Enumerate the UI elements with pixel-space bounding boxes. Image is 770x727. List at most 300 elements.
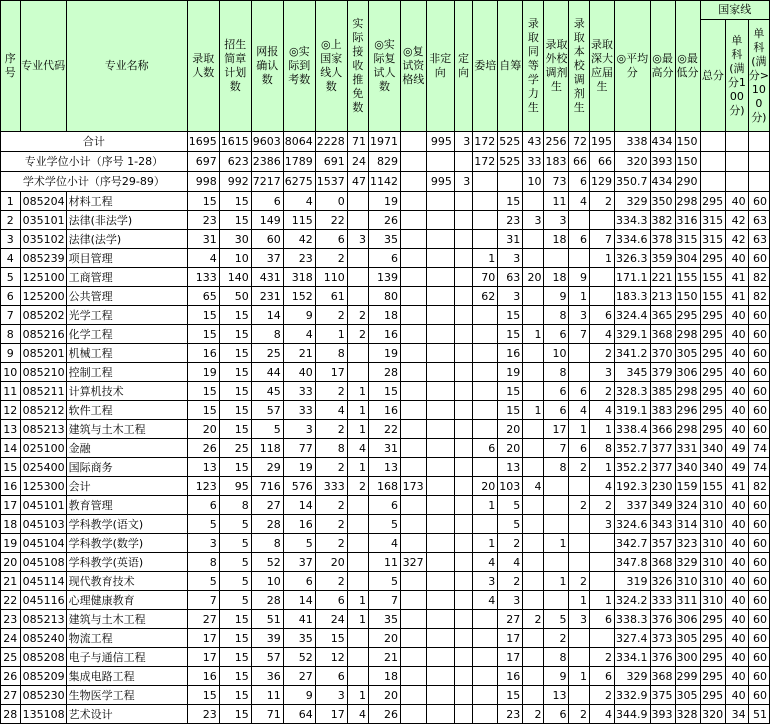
cell-admitted: 15 [187, 325, 219, 344]
cell-avg: 342.7 [615, 534, 651, 553]
cell-adjust-out: 7 [544, 439, 569, 458]
summary-cell-adjust-out: 256 [544, 132, 569, 152]
cell-equiv [523, 420, 544, 439]
cell-admitted: 16 [187, 344, 219, 363]
cell-adjust-in: 2 [569, 496, 590, 515]
cell-adjust-in [569, 477, 590, 496]
cell-adjust-out: 8 [544, 458, 569, 477]
cell-admitted: 17 [187, 648, 219, 667]
summary-empty-cell [700, 152, 726, 172]
cell-fresh: 4 [590, 325, 615, 344]
cell-online: 60 [251, 230, 283, 249]
cell-min: 304 [675, 249, 700, 268]
cell-plan: 15 [219, 363, 251, 382]
cell-adjust-in [569, 515, 590, 534]
cell-nat-single-gt100: 60 [748, 553, 769, 572]
cell-nat-total: 295 [700, 363, 726, 382]
cell-avg: 324.6 [615, 515, 651, 534]
cell-nat-single100: 40 [726, 363, 749, 382]
cell-selffunded: 2 [498, 534, 523, 553]
cell-nat-total: 315 [700, 211, 726, 230]
cell-code: 045103 [20, 515, 66, 534]
summary-empty-cell [700, 132, 726, 152]
summary-cell-max: 393 [650, 152, 675, 172]
summary-cell-online: 9603 [251, 132, 283, 152]
table-row [1, 268, 770, 287]
cell-min: 298 [675, 382, 700, 401]
cell-seq: 15 [1, 458, 21, 477]
cell-name: 材料工程 [66, 192, 187, 211]
cell-exempt [347, 192, 368, 211]
cell-avg: 329 [615, 667, 651, 686]
summary-cell-equiv: 43 [523, 132, 544, 152]
cell-avg: 183.3 [615, 287, 651, 306]
cell-admitted: 5 [187, 515, 219, 534]
cell-nat-single100: 40 [726, 401, 749, 420]
cell-nat-total: 320 [700, 705, 726, 724]
cell-fresh: 1 [590, 249, 615, 268]
cell-adjust-in [569, 553, 590, 572]
cell-present: 9 [283, 306, 315, 325]
cell-qualify [401, 306, 427, 325]
cell-code: 085230 [20, 686, 66, 705]
cell-fresh: 3 [590, 363, 615, 382]
cell-avg: 345 [615, 363, 651, 382]
cell-national-line: 61 [315, 287, 347, 306]
cell-seq: 16 [1, 477, 21, 496]
cell-plan: 95 [219, 477, 251, 496]
cell-national-line: 12 [315, 648, 347, 667]
header-qualify: ◎复试资格线 [401, 1, 427, 132]
cell-national-line: 8 [315, 344, 347, 363]
cell-exempt: 1 [347, 420, 368, 439]
cell-seq: 1 [1, 192, 21, 211]
cell-present: 16 [283, 515, 315, 534]
cell-retest: 19 [369, 192, 401, 211]
cell-avg: 352.7 [615, 439, 651, 458]
table-row [1, 648, 770, 667]
cell-plan: 15 [219, 705, 251, 724]
cell-nat-single100: 40 [726, 496, 749, 515]
cell-min: 155 [675, 268, 700, 287]
cell-retest: 26 [369, 211, 401, 230]
cell-fresh: 8 [590, 439, 615, 458]
cell-seq: 25 [1, 648, 21, 667]
cell-directed [454, 306, 472, 325]
cell-commissioned [473, 686, 498, 705]
cell-national-line: 6 [315, 667, 347, 686]
cell-min: 323 [675, 534, 700, 553]
cell-selffunded: 3 [498, 591, 523, 610]
cell-avg: 192.3 [615, 477, 651, 496]
header-adjust-out: 录取外校调剂生 [544, 1, 569, 132]
cell-exempt [347, 629, 368, 648]
cell-seq: 17 [1, 496, 21, 515]
cell-qualify [401, 705, 427, 724]
cell-seq: 7 [1, 306, 21, 325]
cell-seq: 13 [1, 420, 21, 439]
cell-nat-single-gt100: 82 [748, 477, 769, 496]
header-seq: 序号 [1, 1, 21, 132]
cell-nondirected [426, 401, 454, 420]
cell-adjust-in: 2 [569, 572, 590, 591]
cell-plan: 30 [219, 230, 251, 249]
cell-name: 电子与通信工程 [66, 648, 187, 667]
cell-nat-total: 295 [700, 610, 726, 629]
cell-exempt [347, 249, 368, 268]
cell-code: 045116 [20, 591, 66, 610]
cell-nondirected [426, 686, 454, 705]
cell-adjust-out: 10 [544, 344, 569, 363]
cell-retest: 16 [369, 325, 401, 344]
cell-plan: 50 [219, 287, 251, 306]
cell-equiv: 1 [523, 401, 544, 420]
cell-max: 368 [650, 553, 675, 572]
cell-min: 305 [675, 686, 700, 705]
cell-admitted: 123 [187, 477, 219, 496]
cell-avg: 341.2 [615, 344, 651, 363]
summary-cell-exempt: 71 [347, 132, 368, 152]
cell-avg: 324.4 [615, 306, 651, 325]
cell-selffunded: 23 [498, 211, 523, 230]
cell-equiv [523, 534, 544, 553]
cell-nat-total: 155 [700, 287, 726, 306]
cell-min: 331 [675, 439, 700, 458]
cell-present: 40 [283, 363, 315, 382]
cell-code: 085213 [20, 610, 66, 629]
cell-name: 学科教学(英语) [66, 553, 187, 572]
cell-min: 298 [675, 192, 700, 211]
cell-name: 心理健康教育 [66, 591, 187, 610]
cell-plan: 8 [219, 496, 251, 515]
cell-plan: 5 [219, 515, 251, 534]
cell-nat-total: 310 [700, 515, 726, 534]
summary-cell-fresh: 195 [590, 132, 615, 152]
cell-max: 359 [650, 249, 675, 268]
summary-cell-avg: 350.7 [615, 172, 651, 192]
table-row [1, 515, 770, 534]
summary-cell-plan: 992 [219, 172, 251, 192]
cell-max: 373 [650, 629, 675, 648]
cell-directed [454, 458, 472, 477]
cell-name: 项目管理 [66, 249, 187, 268]
cell-national-line: 3 [315, 686, 347, 705]
cell-plan: 15 [219, 686, 251, 705]
cell-exempt: 3 [347, 230, 368, 249]
cell-selffunded: 15 [498, 325, 523, 344]
cell-present: 318 [283, 268, 315, 287]
cell-present: 115 [283, 211, 315, 230]
cell-adjust-out: 3 [544, 211, 569, 230]
cell-commissioned [473, 211, 498, 230]
cell-seq: 19 [1, 534, 21, 553]
cell-max: 385 [650, 382, 675, 401]
cell-present: 4 [283, 192, 315, 211]
cell-directed [454, 591, 472, 610]
cell-online: 25 [251, 344, 283, 363]
cell-max: 383 [650, 401, 675, 420]
cell-fresh: 4 [590, 705, 615, 724]
cell-avg: 171.1 [615, 268, 651, 287]
cell-avg: 326.3 [615, 249, 651, 268]
cell-national-line: 6 [315, 230, 347, 249]
cell-seq: 24 [1, 629, 21, 648]
cell-code: 025400 [20, 458, 66, 477]
cell-present: 52 [283, 648, 315, 667]
cell-directed [454, 268, 472, 287]
cell-code: 025100 [20, 439, 66, 458]
cell-equiv [523, 363, 544, 382]
cell-min: 305 [675, 344, 700, 363]
cell-seq: 22 [1, 591, 21, 610]
summary-cell-fresh: 129 [590, 172, 615, 192]
cell-adjust-in [569, 363, 590, 382]
cell-avg: 327.4 [615, 629, 651, 648]
cell-fresh: 1 [590, 420, 615, 439]
cell-nondirected [426, 629, 454, 648]
cell-online: 8 [251, 534, 283, 553]
cell-nat-total: 295 [700, 192, 726, 211]
cell-commissioned [473, 192, 498, 211]
cell-selffunded: 2 [498, 572, 523, 591]
cell-adjust-in [569, 629, 590, 648]
cell-nat-single100: 40 [726, 344, 749, 363]
cell-commissioned [473, 648, 498, 667]
cell-adjust-in [569, 648, 590, 667]
cell-selffunded: 103 [498, 477, 523, 496]
cell-selffunded: 20 [498, 420, 523, 439]
summary-label: 合计 [1, 132, 188, 152]
cell-retest: 7 [369, 591, 401, 610]
cell-adjust-out: 6 [544, 382, 569, 401]
cell-max: 349 [650, 496, 675, 515]
table-row [1, 496, 770, 515]
cell-commissioned [473, 363, 498, 382]
cell-min: 150 [675, 287, 700, 306]
cell-adjust-in: 3 [569, 610, 590, 629]
cell-fresh [590, 629, 615, 648]
table-row [1, 249, 770, 268]
cell-code: 085208 [20, 648, 66, 667]
cell-admitted: 23 [187, 211, 219, 230]
cell-online: 431 [251, 268, 283, 287]
cell-selffunded: 19 [498, 363, 523, 382]
cell-nat-single100: 40 [726, 515, 749, 534]
cell-adjust-out [544, 249, 569, 268]
table-row [1, 192, 770, 211]
cell-online: 28 [251, 591, 283, 610]
cell-commissioned [473, 306, 498, 325]
cell-admitted: 5 [187, 572, 219, 591]
cell-max: 213 [650, 287, 675, 306]
cell-qualify [401, 591, 427, 610]
cell-plan: 15 [219, 648, 251, 667]
cell-equiv [523, 344, 544, 363]
summary-cell-retest: 829 [369, 152, 401, 172]
cell-name: 教育管理 [66, 496, 187, 515]
cell-online: 44 [251, 363, 283, 382]
cell-equiv [523, 629, 544, 648]
cell-code: 085201 [20, 344, 66, 363]
cell-national-line: 1 [315, 325, 347, 344]
cell-adjust-in [569, 686, 590, 705]
cell-adjust-out: 9 [544, 667, 569, 686]
cell-qualify: 327 [401, 553, 427, 572]
cell-directed [454, 629, 472, 648]
summary-cell-selffunded: 525 [498, 132, 523, 152]
cell-qualify [401, 496, 427, 515]
cell-directed [454, 686, 472, 705]
cell-commissioned [473, 344, 498, 363]
cell-national-line: 17 [315, 705, 347, 724]
cell-name: 物流工程 [66, 629, 187, 648]
cell-nat-single-gt100: 60 [748, 629, 769, 648]
cell-qualify [401, 344, 427, 363]
cell-national-line: 2 [315, 306, 347, 325]
cell-selffunded: 4 [498, 553, 523, 572]
cell-present: 3 [283, 420, 315, 439]
cell-national-line: 2 [315, 382, 347, 401]
cell-qualify [401, 230, 427, 249]
cell-adjust-in: 7 [569, 325, 590, 344]
cell-nondirected [426, 591, 454, 610]
cell-commissioned [473, 230, 498, 249]
cell-selffunded: 63 [498, 268, 523, 287]
cell-adjust-in: 4 [569, 192, 590, 211]
cell-adjust-out: 9 [544, 287, 569, 306]
cell-national-line: 22 [315, 211, 347, 230]
summary-cell-adjust-out: 183 [544, 152, 569, 172]
summary-cell-directed: 3 [454, 172, 472, 192]
cell-equiv [523, 515, 544, 534]
cell-fresh: 4 [590, 477, 615, 496]
cell-present: 21 [283, 344, 315, 363]
cell-equiv [523, 306, 544, 325]
cell-plan: 15 [219, 344, 251, 363]
cell-nat-single100: 41 [726, 477, 749, 496]
cell-qualify [401, 686, 427, 705]
cell-name: 控制工程 [66, 363, 187, 382]
cell-name: 建筑与土木工程 [66, 420, 187, 439]
cell-commissioned [473, 705, 498, 724]
cell-nat-single-gt100: 82 [748, 268, 769, 287]
cell-adjust-out [544, 515, 569, 534]
cell-nondirected [426, 553, 454, 572]
cell-admitted: 3 [187, 534, 219, 553]
cell-qualify [401, 534, 427, 553]
cell-equiv [523, 192, 544, 211]
summary-row [1, 132, 770, 152]
cell-seq: 11 [1, 382, 21, 401]
cell-retest: 5 [369, 515, 401, 534]
cell-directed [454, 534, 472, 553]
cell-nat-single-gt100: 63 [748, 211, 769, 230]
cell-admitted: 17 [187, 629, 219, 648]
cell-nondirected [426, 515, 454, 534]
cell-plan: 15 [219, 306, 251, 325]
header-max: ◎最高分 [650, 1, 675, 132]
cell-equiv [523, 572, 544, 591]
summary-cell-online: 7217 [251, 172, 283, 192]
cell-adjust-out [544, 591, 569, 610]
cell-adjust-out: 13 [544, 686, 569, 705]
cell-max: 370 [650, 344, 675, 363]
cell-nat-single-gt100: 60 [748, 325, 769, 344]
cell-adjust-out: 1 [544, 534, 569, 553]
cell-nat-total: 155 [700, 477, 726, 496]
cell-max: 378 [650, 230, 675, 249]
cell-nat-total: 295 [700, 667, 726, 686]
cell-retest: 26 [369, 705, 401, 724]
summary-cell-qualify [401, 152, 427, 172]
summary-row [1, 152, 770, 172]
cell-selffunded: 31 [498, 230, 523, 249]
cell-admitted: 6 [187, 496, 219, 515]
cell-name: 法律(非法学) [66, 211, 187, 230]
cell-adjust-in: 3 [569, 306, 590, 325]
cell-seq: 27 [1, 686, 21, 705]
cell-nondirected [426, 610, 454, 629]
cell-selffunded: 17 [498, 648, 523, 667]
cell-selffunded: 15 [498, 306, 523, 325]
cell-retest: 19 [369, 344, 401, 363]
cell-nat-single-gt100: 60 [748, 572, 769, 591]
cell-exempt: 1 [347, 591, 368, 610]
cell-equiv: 4 [523, 477, 544, 496]
cell-national-line: 2 [315, 515, 347, 534]
cell-avg: 334.6 [615, 230, 651, 249]
cell-nondirected [426, 230, 454, 249]
cell-qualify [401, 401, 427, 420]
cell-nondirected [426, 420, 454, 439]
cell-equiv [523, 648, 544, 667]
cell-exempt: 1 [347, 458, 368, 477]
cell-retest: 18 [369, 306, 401, 325]
header-retest: ◎实际复试人数 [369, 1, 401, 132]
cell-adjust-in: 2 [569, 705, 590, 724]
cell-plan: 15 [219, 667, 251, 686]
cell-nat-total: 340 [700, 458, 726, 477]
cell-nat-total: 295 [700, 344, 726, 363]
table-row [1, 211, 770, 230]
header-nat-single-gt100: 单科(满分>100分) [748, 20, 769, 132]
cell-nat-single-gt100: 60 [748, 591, 769, 610]
cell-directed [454, 515, 472, 534]
cell-qualify [401, 287, 427, 306]
cell-nat-total: 310 [700, 553, 726, 572]
cell-name: 艺术设计 [66, 705, 187, 724]
cell-nat-single100: 40 [726, 553, 749, 572]
summary-cell-directed [454, 152, 472, 172]
cell-nat-single100: 40 [726, 306, 749, 325]
cell-avg: 338.3 [615, 610, 651, 629]
cell-nat-single100: 40 [726, 572, 749, 591]
cell-max: 326 [650, 572, 675, 591]
cell-qualify [401, 325, 427, 344]
cell-code: 045104 [20, 534, 66, 553]
cell-max: 375 [650, 686, 675, 705]
cell-plan: 5 [219, 591, 251, 610]
table-row [1, 344, 770, 363]
cell-fresh: 7 [590, 230, 615, 249]
cell-code: 085240 [20, 629, 66, 648]
summary-cell-plan: 1615 [219, 132, 251, 152]
cell-nondirected [426, 306, 454, 325]
cell-code: 085202 [20, 306, 66, 325]
cell-min: 295 [675, 306, 700, 325]
cell-retest: 22 [369, 420, 401, 439]
summary-cell-retest: 1142 [369, 172, 401, 192]
